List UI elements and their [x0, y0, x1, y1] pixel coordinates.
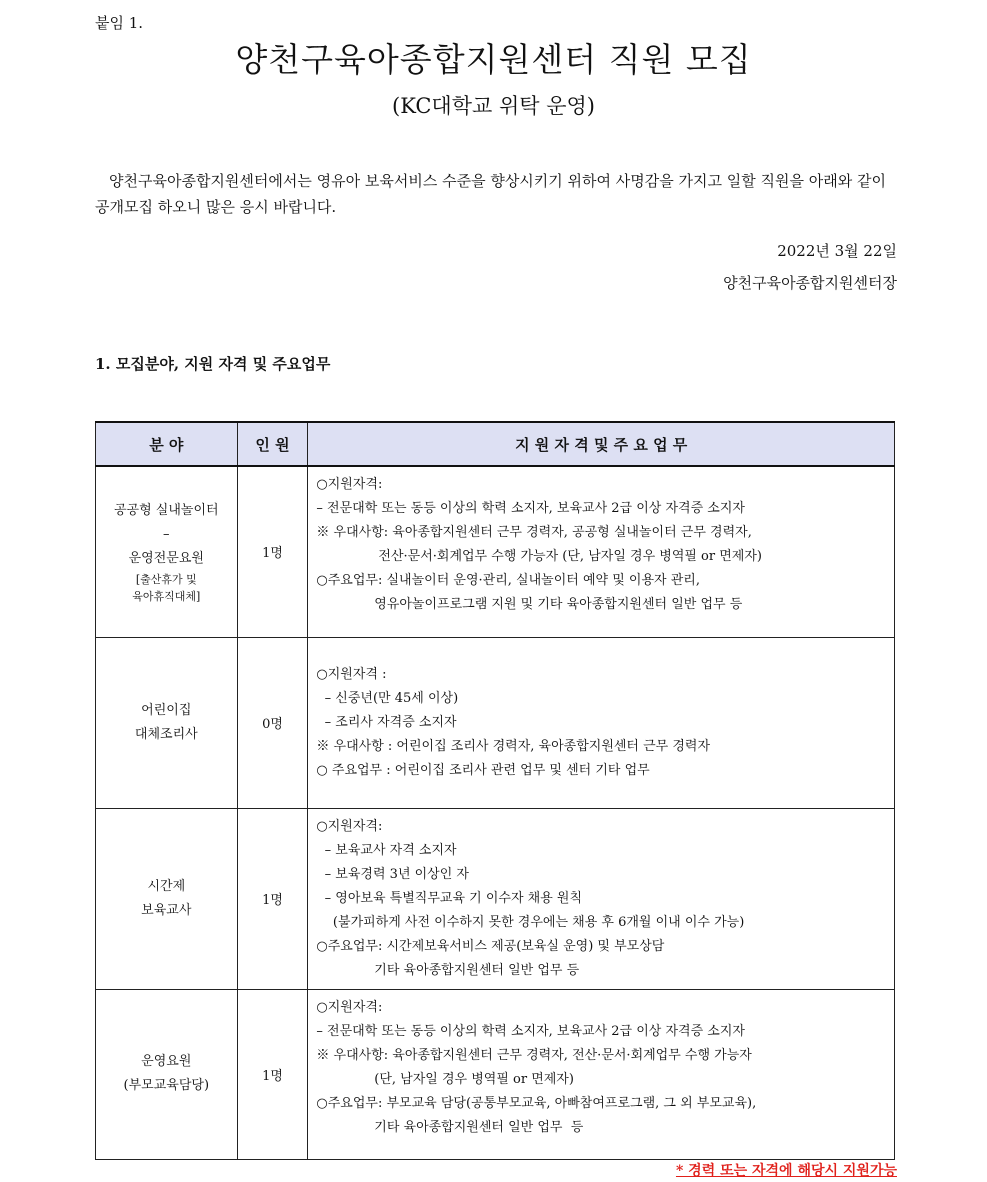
- count-cell: 1명: [237, 808, 308, 989]
- field-note: 육아휴직대체]: [132, 589, 201, 603]
- table-header-row: [96, 422, 895, 466]
- header-qualifications: 지 원 자 격 및 주 요 업 무: [308, 422, 895, 466]
- table-row: [96, 466, 895, 637]
- field-line: 공공형 실내놀이터: [113, 502, 219, 518]
- notice-signer: 양천구육아종합지원센터장: [723, 274, 897, 292]
- page-subtitle: (KC대학교 위탁 운영): [392, 94, 595, 118]
- field-note: [출산휴가 및: [135, 572, 197, 586]
- field-line: 운영전문요원: [128, 550, 204, 566]
- page-title: 양천구육아종합지원센터 직원 모집: [235, 40, 752, 79]
- field-cell: [96, 466, 238, 637]
- field-line: 운영요원: [141, 1054, 192, 1069]
- intro-paragraph: 양천구육아종합지원센터에서는 영유아 보육서비스 수준을 향상시키기 위하여 사명감을 가지고 일할 직원을 아래와 같이 공개모집 하오니 많은 응시 바랍니다.: [95, 172, 886, 216]
- field-line: 대체조리사: [134, 726, 198, 742]
- table-row: [96, 808, 895, 989]
- field-cell: [96, 989, 238, 1159]
- table-row: [96, 989, 895, 1159]
- field-cell: [96, 808, 238, 989]
- table-row: [96, 637, 895, 808]
- recruitment-table: [95, 421, 895, 1160]
- count-cell: 0명: [237, 637, 308, 808]
- field-line: –: [163, 526, 170, 542]
- notice-date: 2022년 3월 22일: [777, 242, 897, 260]
- field-line: 시간제: [147, 878, 186, 894]
- section-heading: 1. 모집분야, 지원 자격 및 주요업무: [95, 355, 331, 373]
- footnote: * 경력 또는 자격에 해당시 지원가능: [675, 1163, 897, 1179]
- description-cell: ○지원자격 : – 신중년(만 45세 이상) – 조리사 자격증 소지자 ※ 우대사항 : 어린이집 조리사 경력자, 육아종합지원센터 근무 경력자 ○ 주요업무 : 어린이집 조리사 관련 업무 및 센터 기타 업무: [308, 637, 895, 808]
- attachment-label: 붙임 1.: [95, 14, 144, 32]
- header-count: 인 원: [237, 422, 308, 466]
- field-line: (부모교육담당): [123, 1078, 210, 1093]
- header-field: 분 야: [96, 422, 238, 466]
- description-cell: ○지원자격: – 전문대학 또는 동등 이상의 학력 소지자, 보육교사 2급 이상 자격증 소지자 ※ 우대사항: 육아종합지원센터 근무 경력자, 전산·문서·회계업무 수행 가능자 (단, 남자일 경우 병역필 or 면제자) ○주요업무: 부모교육 담당(공통부모교육, 아빠참여프로그램, 그 외 부모교육), 기타 육아종합지원센터 일반 업무 등: [308, 989, 895, 1159]
- count-cell: 1명: [237, 989, 308, 1159]
- description-cell: ○지원자격: – 보육교사 자격 소지자 – 보육경력 3년 이상인 자 – 영아보육 특별직무교육 기 이수자 채용 원칙 (불가피하게 사전 이수하지 못한 경우에는 채용 후 6개월 이내 이수 가능) ○주요업무: 시간제보육서비스 제공(보육실 운영) 및 부모상담 기타 육아종합지원센터 일반 업무 등: [308, 808, 895, 989]
- count-cell: 1명: [237, 466, 308, 637]
- field-cell: [96, 637, 238, 808]
- description-cell: ○지원자격: – 전문대학 또는 동등 이상의 학력 소지자, 보육교사 2급 이상 자격증 소지자 ※ 우대사항: 육아종합지원센터 근무 경력자, 공공형 실내놀이터 근무 경력자, 전산·문서·회계업무 수행 가능자 (단, 남자일 경우 병역필 or 면제자) ○주요업무: 실내놀이터 운영·관리, 실내놀이터 예약 및 이용자 관리, 영유아놀이프로그램 지원 및 기타 육아종합지원센터 일반 업무 등: [308, 466, 895, 637]
- field-line: 보육교사: [141, 902, 192, 918]
- field-line: 어린이집: [141, 702, 192, 718]
